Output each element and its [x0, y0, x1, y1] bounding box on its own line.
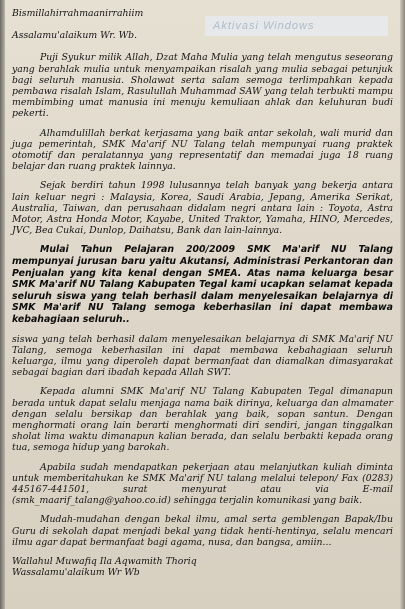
paragraph-facilities: Alhamdulillah berkat kerjasama yang baik antar sekolah, wali murid dan juga pemerintah, SMK Ma'arif NU Talang telah mempunyai ruang praktek otomotif dan peralatannya yang representatif dan memadai juga 18 ruang belajar dan ruang praktek lainnya. — [12, 127, 393, 173]
page-right-edge — [400, 0, 405, 609]
paragraph-contact: Apabila sudah mendapatkan pekerjaan atau melanjutkan kuliah diminta untuk memberitahukan ke SMK Ma'arif NU talang melalui telepon/ Fax (0283) 445167-441501, surat menyurat atau via E-mail (smk_maarif_talang@yahoo.co.id) sehingga terjalin komunikasi yang baik. — [12, 461, 393, 507]
page-left-edge — [0, 0, 5, 609]
paragraph-closing-prayer: Mudah-mudahan dengan bekal ilmu, amal serta gemblengan Bapak/Ibu Guru di sekolah dapat menjadi bekal yang tidak henti-hentinya, selalu mencari ilmu agar dapat bermanfaat bagi agama, nusa, dan bangsa, amiin... — [12, 514, 393, 548]
paragraph-praise: Puji Syukur milik Allah, Dzat Maha Mulia yang telah mengutus seseorang yang berahlak mulia untuk menyampaikan risalah yang mulia sebagai petunjuk bagi seluruh manusia. Sholawat serta salam semoga terlimpahkan kepada pembawa risalah Islam, Rasulullah Muhammad SAW yang telah terbukti mampu membimbing umat manusia ini menuju kemuliaan ahlak dan keluhuran budi pekerti. — [12, 52, 393, 120]
bismillah-line: Bismillahirrahmaanirrahiim — [12, 8, 144, 19]
paragraph-congratulations: siswa yang telah berhasil dalam menyelesaikan belajarnya di SMK Ma'arif NU Talang, semoga keberhasilan ini dapat membawa kebahagiaan seluruh keluarga, ilmu yang diperoleh dapat bermanfaat dan diamalkan dimasyarakat sebagai bagian dari ibadah kepada Allah SWT. — [12, 333, 393, 379]
closing-line-1: Wallahul Muwafiq Ila Aqwamith Thoriq — [12, 556, 197, 568]
closing-line-2: Wassalamu'alaikum Wr Wb — [12, 567, 140, 579]
greeting-line: Assalamu'alaikum Wr. Wb. — [12, 30, 138, 42]
paragraph-alumni-advice: Kepada alumni SMK Ma'arif NU Talang Kabupaten Tegal dimanapun berada untuk dapat selalu menjaga nama baik dirinya, keluarga dan almamater dengan selalu bersikap dan berahlak yang baik, sopan santun. Dengan menghormati orang lain berarti menghormati diri sendiri, jangan tinggalkan sholat lima waktu dimanapun kalian berada, dan selalu berbakti kepada orang tua, semoga hidup yang barokah. — [12, 386, 393, 454]
paragraph-new-majors: Mulai Tahun Pelajaran 200/2009 SMK Ma'arif NU Talang mempunyai jurusan baru yaitu Akutansi, Administrasi Perkantoran dan Penjualan yang kita kenal dengan SMEA. Atas nama keluarga besar SMK Ma'arif NU Talang Kabupaten Tegal kami ucapkan selamat kepada seluruh siswa yang telah berhasil dalam menyelesaikan belajarnya di SMK Ma'arif NU Talang semoga keberhasilan ini dapat membawa kebahagiaan seluruh.. — [12, 244, 393, 326]
watermark-overlay: Aktivasi Windows — [205, 16, 388, 36]
paragraph-alumni-employment: Sejak berdiri tahun 1998 lulusannya telah banyak yang bekerja antara lain keluar negri : Malaysia, Korea, Saudi Arabia, Jepang, Amerika Serikat, Australia, Taiwan, dan perusahaan didalam negri antara lain : Toyota, Astra Motor, Astra Honda Motor, Kayabe, United Traktor, Yamaha, HINO, Mercedes, JVC, Bea Cukai, Dunlop, Daihatsu, Bank dan lain-lainnya. — [12, 180, 393, 237]
